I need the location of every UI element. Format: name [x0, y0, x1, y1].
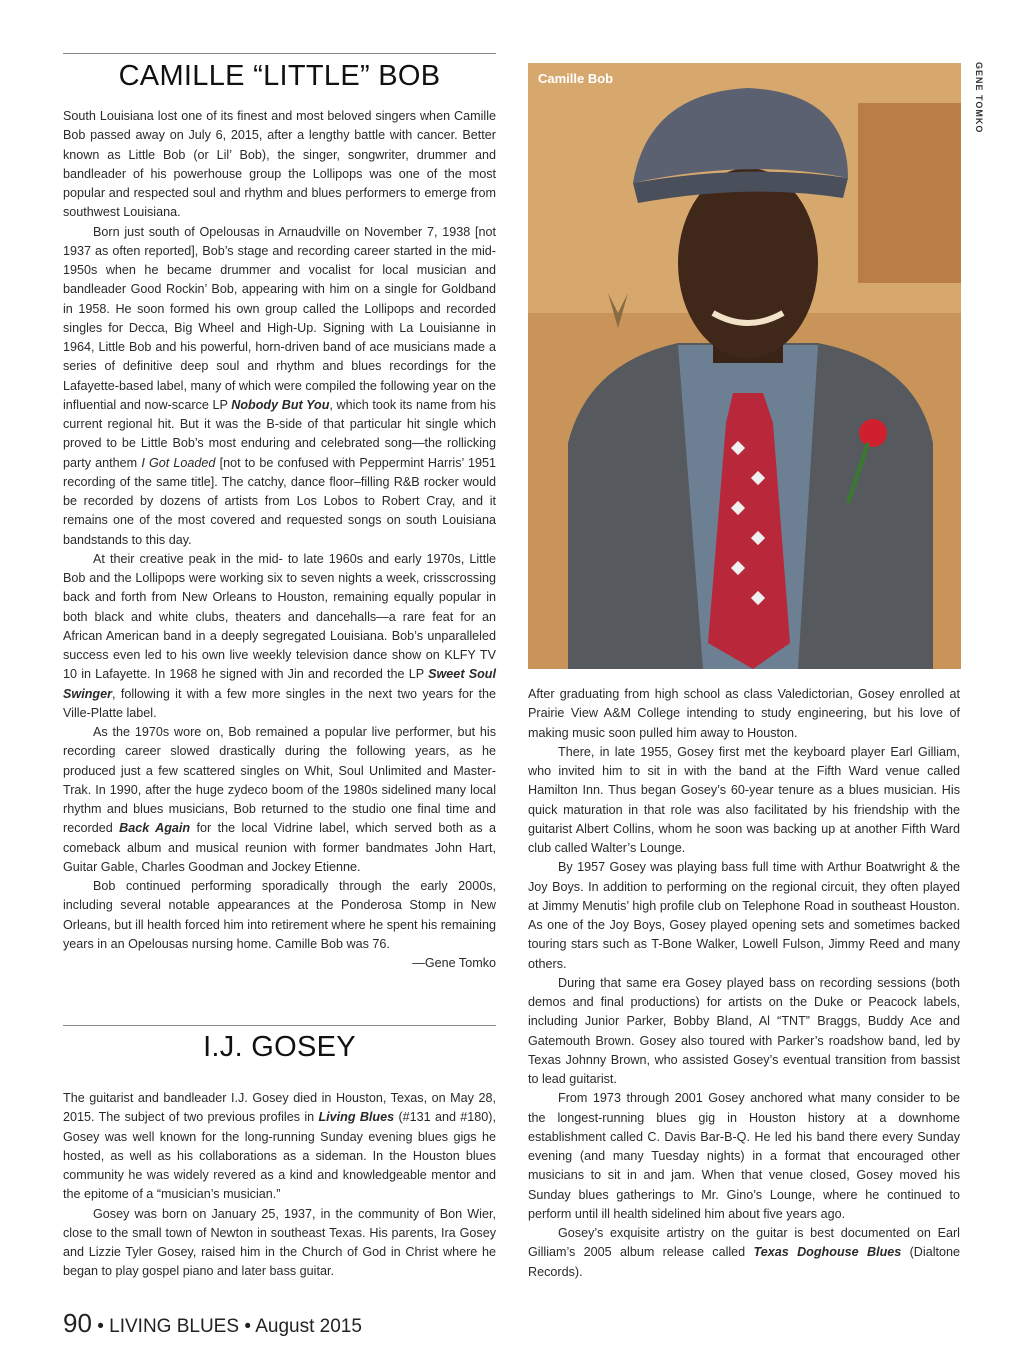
page-footer: [63, 1308, 362, 1339]
album-title: Back Again: [119, 821, 191, 836]
paragraph: Gosey’s exquisite artistry on the guitar is best documented on Earl Gilliam’s 2005 album release called Texas Doghouse Blues (Dialtone Records).: [528, 1226, 961, 1279]
album-title: Sweet Soul Swinger: [63, 667, 496, 701]
portrait-illustration: [528, 63, 961, 669]
byline: —Gene Tomko: [412, 956, 496, 970]
footer-separator: •: [97, 1316, 104, 1337]
album-title: Nobody But You: [231, 397, 330, 412]
footer-separator: •: [244, 1316, 251, 1337]
article-title-camille-bob: CAMILLE “LITTLE” BOB: [118, 60, 441, 92]
issue-date: August 2015: [255, 1316, 362, 1337]
song-title: I Got Loaded: [141, 455, 216, 470]
article-body-camille-bob: [63, 107, 496, 973]
portrait-photo: [528, 63, 961, 669]
paragraph: As the 1970s wore on, Bob remained a popular live performer, but his recording career slowed drastically during the following years, as he produced just a few scattered singles on Whit, Soul Unlimited and Master-Trak. In 1990, after the huge zydeco boom of the 1980s sidelined many local rhythm and blues musicians, Bob returned to the studio one final time and recorded Back Again for the local Vidrine label, which served both as a comeback album and musical reunion with former bandmates John Hart, Guitar Gable, Charles Goodman and Jockey Etienne.: [63, 725, 496, 874]
paragraph: The guitarist and bandleader I.J. Gosey died in Houston, Texas, on May 28, 2015. The subject of two previous profiles in Living Blues (#131 and #180), Gosey was well known for the long-running Sunday evening blues gigs he hosted, as well as his collaborations as a sideman. In the Houston blues community he was widely revered as a kind and knowledgeable mentor and the epitome of a “musician’s musician.”: [63, 1091, 496, 1202]
magazine-title: Living Blues: [318, 1110, 395, 1125]
top-rule: [63, 53, 496, 54]
paragraph: Born just south of Opelousas in Arnaudville on November 7, 1938 [not 1937 as often reported], Bob’s stage and recording career started in the mid-1950s when he became drummer and vocalist for local musician and bandleader Good Rockin’ Bob, appearing with him on a single for Goldband in 1958. He soon formed his own group called the Lollipops and recorded singles for Decca, Big Wheel and High-Up. Signing with La Louisianne in 1964, Little Bob and his powerful, horn-driven band of ace musicians made a series of definitive deep soul and rhythm and blues recordings for the Lafayette-based label, many of which were compiled the following year on the influential and now-scarce LP Nobody But You, which took its name from his current regional hit. But it was the B-side of that particular hit single which proved to be Little Bob’s most enduring and celebrated song—the rollicking party anthem I Got Loaded [not to be confused with Peppermint Harris’ 1951 recording of the same title]. The catchy, dance floor–filling R&B rocker would be recorded by dozens of artists from Los Lobos to Robert Cray, and it remains one of the most covered and requested songs on south Louisiana bandstands to this day.: [63, 224, 496, 547]
page-number: 90: [63, 1308, 92, 1338]
paragraph: There, in late 1955, Gosey first met the keyboard player Earl Gilliam, who invited him to sit in with the band at the Fifth Ward venue called Hamilton Inn. Thus began Gosey’s 60-year tenure as a blues musician. His quick maturation in that role was also facilitated by his friendship with the guitarist Albert Collins, whom he soon was backing up at another Fifth Ward club called Walter’s Lounge.: [528, 744, 960, 855]
article-body-ij-gosey-col1: [63, 1089, 496, 1282]
paragraph: At their creative peak in the mid- to late 1960s and early 1970s, Little Bob and the Lollipops were working six to seven nights a week, crisscrossing back and forth from New Orleans to Houston, remaining equally popular in both black and white clubs, theaters and dancehalls—a rare feat for an African American band in a deeply segregated Louisiana. Bob’s unparalleled success even led to his own live weekly television dance show on KLFY TV 10 in Lafayette. In 1968 he signed with Jin and recorded the LP Sweet Soul Swinger, following it with a few more singles in the next two years for the Ville-Platte label.: [63, 551, 496, 720]
photo-credit: GENE TOMKO: [974, 62, 984, 134]
photo-caption: Camille Bob: [538, 71, 614, 86]
paragraph: From 1973 through 2001 Gosey anchored what many consider to be the longest-running blues gig in Houston history at a downhome establishment called C. Davis Bar-B-Q. He led his band there every Sunday evening (and many Tuesday nights) in a format that encouraged other musicians to sit in and jam. When that venue closed, Gosey moved his Sunday blues gatherings to Mr. Gino’s Lounge, where he continued to perform until ill health sidelined him about five years ago.: [528, 1091, 960, 1221]
album-title: Texas Doghouse Blues: [753, 1245, 902, 1260]
paragraph: Bob continued performing sporadically through the early 2000s, including several notable appearances at the Ponderosa Stomp in New Orleans, but ill health forced him into retirement where he spent his remaining years in an Opelousas nursing home. Camille Bob was 76.: [63, 879, 496, 951]
paragraph: During that same era Gosey played bass on recording sessions (both demos and final productions) for artists on the Duke or Peacock labels, including Junior Parker, Bobby Bland, Al “TNT” Braggs, Buddy Ace and Gatemouth Brown. Gosey also toured with Parker’s roadshow band, led by Texas Johnny Brown, who assisted Gosey’s eventual transition from bassist to lead guitarist.: [528, 975, 960, 1086]
article-body-ij-gosey-col2: [528, 685, 960, 1282]
paragraph: Gosey was born on January 25, 1937, in the community of Bon Wier, close to the small town of Newton in southeast Texas. His parents, Ira Gosey and Lizzie Tyler Gosey, raised him in the Church of God in Christ where he began to play gospel piano and later bass guitar.: [63, 1206, 496, 1279]
paragraph: By 1957 Gosey was playing bass full time with Arthur Boatwright & the Joy Boys. In addition to performing on the regional circuit, they often played at Jimmy Menutis’ high profile club on Telephone Road in southeast Houston. As one of the Joy Boys, Gosey played opening sets and sometimes backed touring stars such as T-Bone Walker, Lowell Fulson, Jimmy Reed and many others.: [528, 860, 960, 971]
paragraph: After graduating from high school as class Valedictorian, Gosey enrolled at Prairie View A&M College intending to study engineering, but his love of making music soon pulled him away to Houston.: [528, 687, 960, 740]
paragraph: South Louisiana lost one of its finest and most beloved singers when Camille Bob passed away on July 6, 2015, after a lengthy battle with cancer. Better known as Little Bob (or Lil’ Bob), the singer, songwriter, drummer and bandleader of his powerhouse group the Lollipops was one of the most popular and respected soul and rhythm and blues performers to emerge from southwest Louisiana.: [63, 109, 496, 220]
magazine-name: LIVING BLUES: [109, 1316, 240, 1337]
article-title-ij-gosey: I.J. GOSEY: [203, 1031, 356, 1063]
section-rule: [63, 1025, 496, 1026]
